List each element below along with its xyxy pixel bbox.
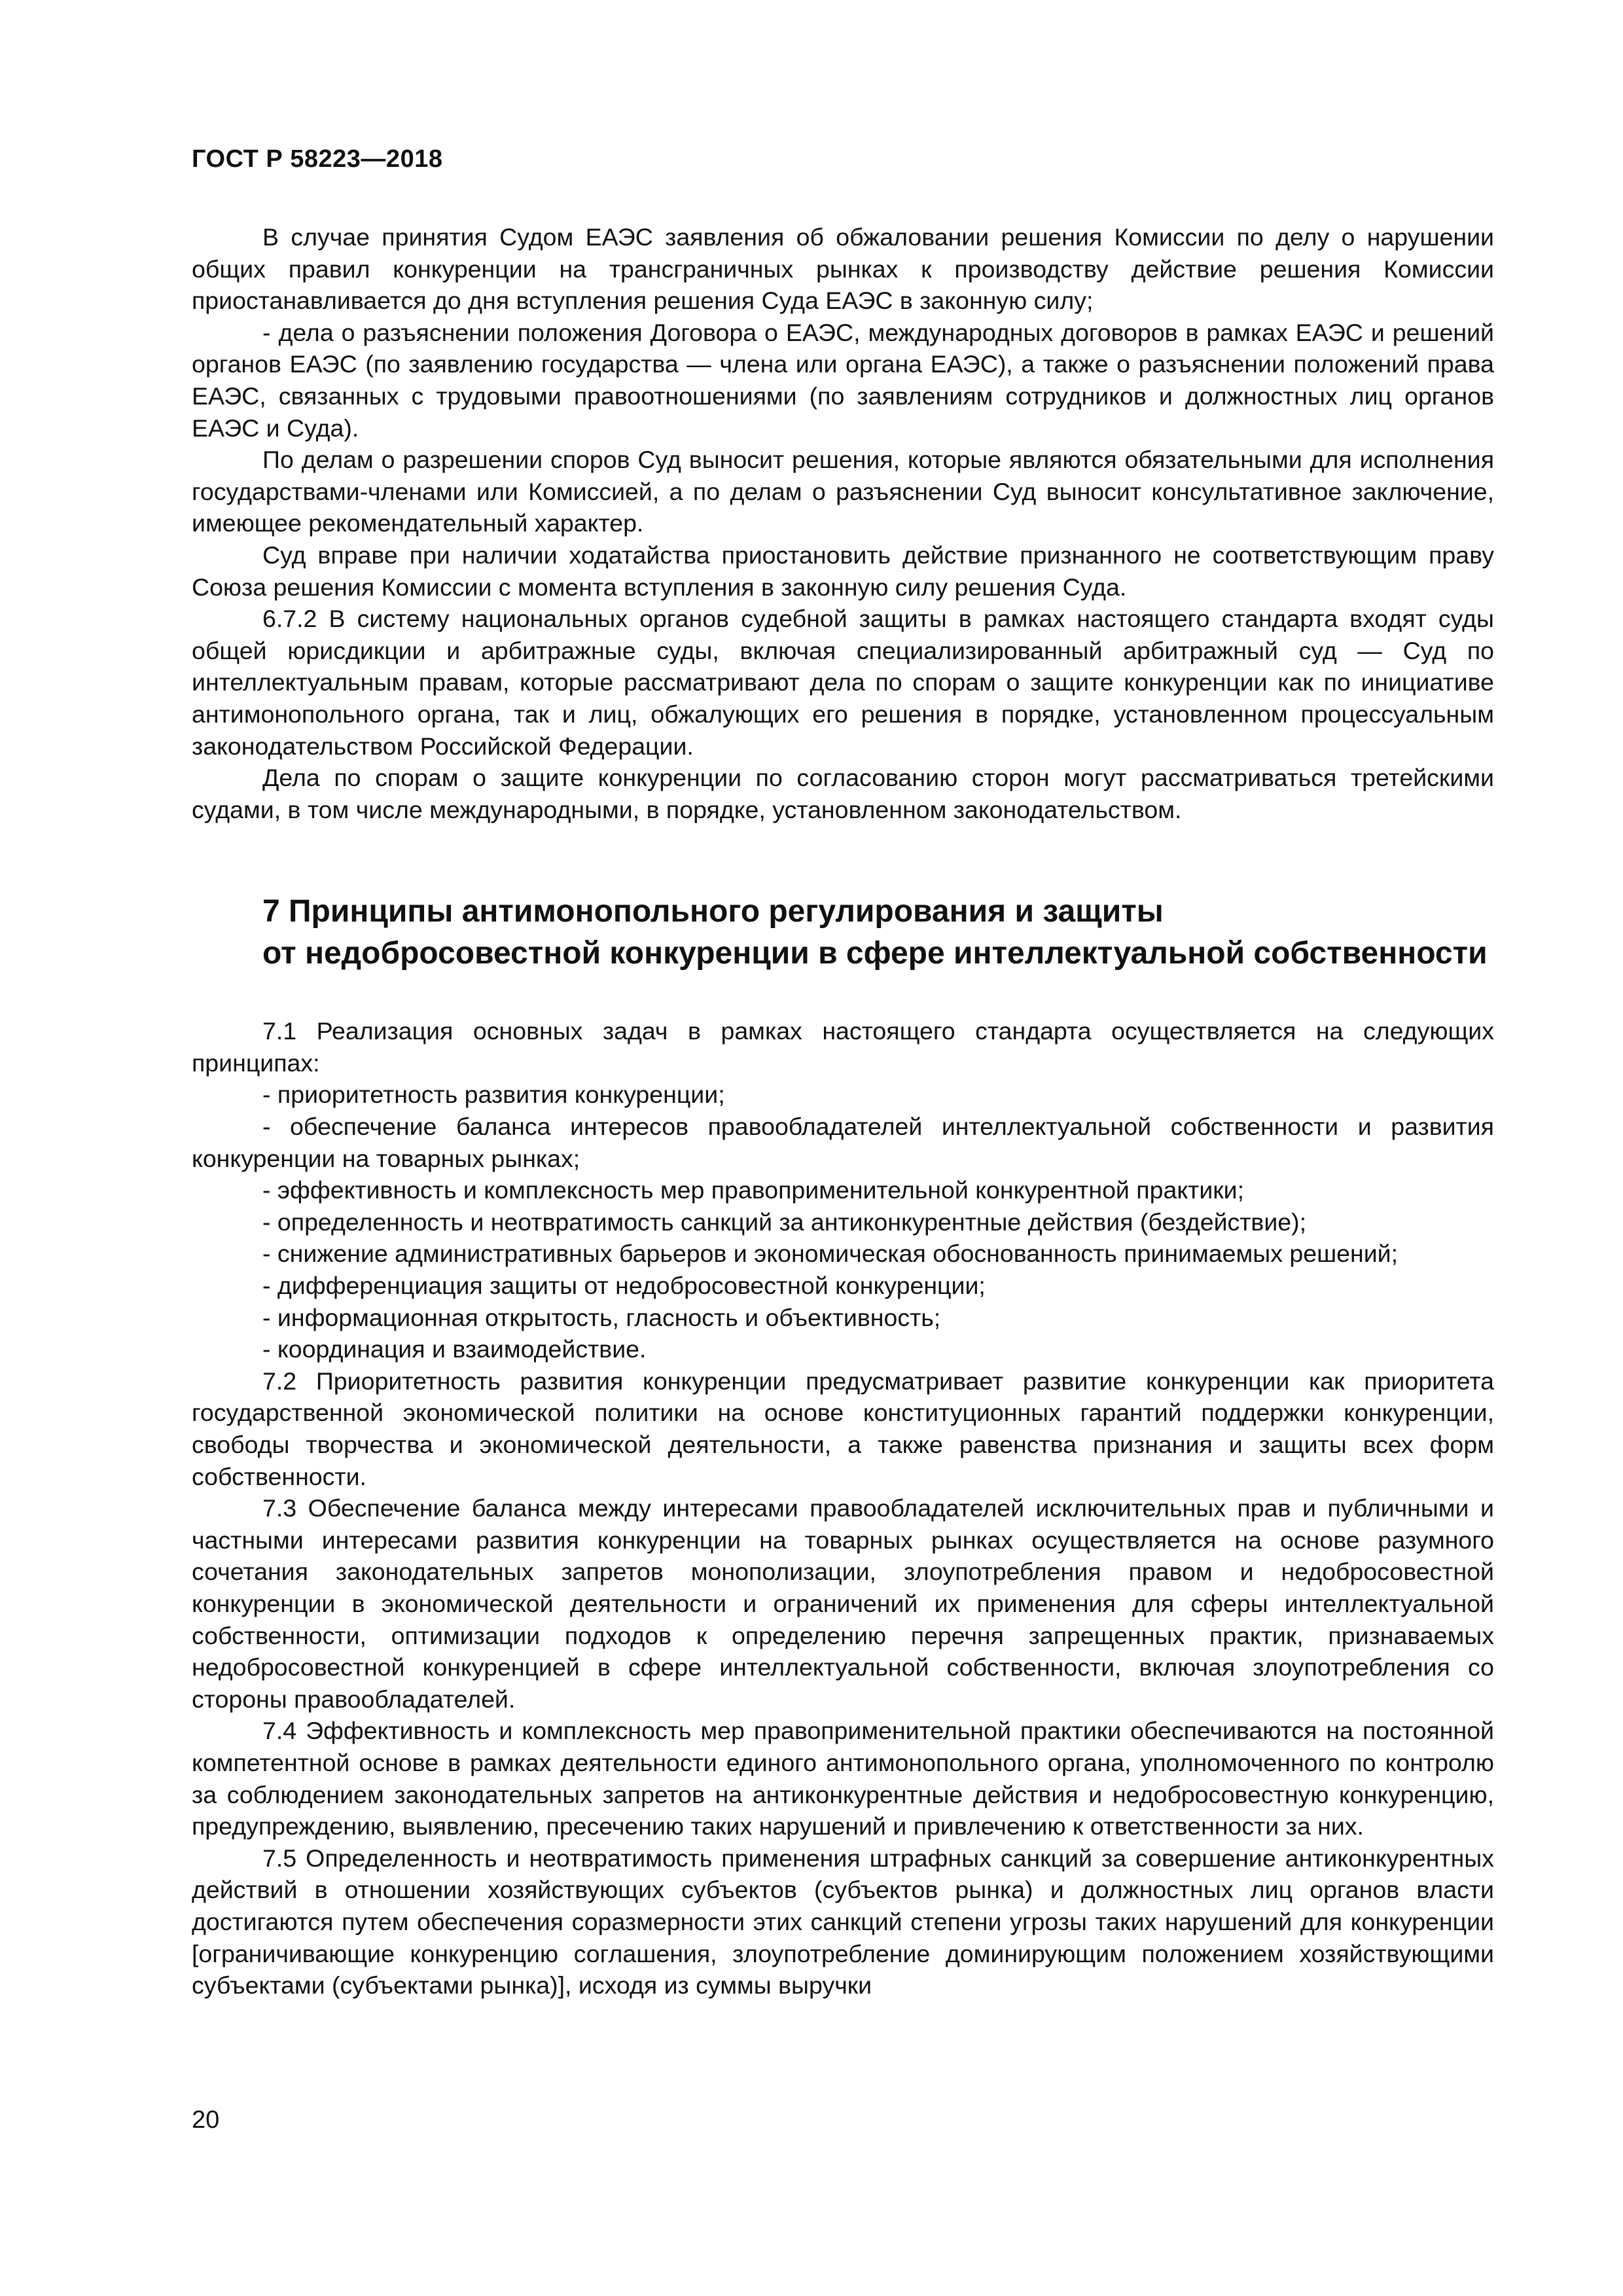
paragraph: - дела о разъяснении положения Договора о ЕАЭС, международных договоров в рамках ЕАЭС и решений органов ЕАЭС (по заявлению государства — члена или органа ЕАЭС), а также о разъяснении положений права ЕАЭС, связанных с трудовыми правоотношениями (по заявлениям сотрудников и должностных лиц органов ЕАЭС и Суда).	[192, 318, 1494, 442]
page-number: 20	[192, 2106, 220, 2134]
paragraph: В случае принятия Судом ЕАЭС заявления об обжаловании решения Комиссии по делу о нарушении общих правил конкуренции на трансграничных рынках к производству действие решения Комиссии приостанавливается до дня вступления решения Суда ЕАЭС в законную силу;	[192, 223, 1494, 315]
list-item: - определенность и неотвратимость санкций за антиконкурентные действия (бездействие);	[262, 1208, 1307, 1236]
list-item: - координация и взаимодействие.	[262, 1335, 647, 1363]
standard-header: ГОСТ Р 58223—2018	[192, 145, 443, 173]
paragraph: 7.3 Обеспечение баланса между интересами правообладателей исключительных прав и публичными и частными интересами развития конкуренции на товарных рынках осуществляется на основе разумного сочетания законодательных запретов монополизации, злоупотребления правом и недобросовестной конкуренции в экономической деятельности и ограничений их применения для сферы интеллектуальной собственности, оптимизации подходов к определению перечня запрещенных практик, признаваемых недобросовестной конкуренцией в сфере интеллектуальной собственности, включая злоупотребления со стороны правообладателей.	[192, 1494, 1494, 1713]
document-body	[192, 221, 1494, 2001]
paragraph: 7.4 Эффективность и комплексность мер правоприменительной практики обеспечиваются на постоянной компетентной основе в рамках деятельности единого антимонопольного органа, уполномоченного по контролю за соблюдением законодательных запретов на антиконкурентные действия и недобросовестную конкуренцию, предупреждению, выявлению, пресечению таких нарушений и привлечению к ответственности за них.	[192, 1717, 1494, 1840]
list-item: - обеспечение баланса интересов правообладателей интеллектуальной собственности и развития конкуренции на товарных рынках;	[192, 1113, 1494, 1172]
section-title	[192, 891, 1494, 975]
list-item: - приоритетность развития конкуренции;	[262, 1081, 725, 1109]
list-item: - дифференциация защиты от недобросовестной конкуренции;	[262, 1272, 986, 1300]
section-title-line: 7 Принципы антимонопольного регулирования и защиты	[262, 894, 1164, 929]
paragraph: 7.1 Реализация основных задач в рамках настоящего стандарта осуществляется на следующих принципах:	[192, 1017, 1494, 1077]
paragraph: По делам о разрешении споров Суд выносит решения, которые являются обязательными для исполнения государствами-членами или Комиссией, а по делам о разъяснении Суд выносит консультативное заключение, имеющее рекомендательный характер.	[192, 446, 1494, 537]
paragraph: 7.2 Приоритетность развития конкуренции предусматривает развитие конкуренции как приоритета государственной экономической политики на основе конституционных гарантий поддержки конкуренции, свободы творчества и экономической деятельности, а также равенства признания и защиты всех форм собственности.	[192, 1367, 1494, 1490]
paragraph: Суд вправе при наличии ходатайства приостановить действие признанного не соответствующим праву Союза решения Комиссии с момента вступления в законную силу решения Суда.	[192, 541, 1494, 601]
paragraph: Дела по спорам о защите конкуренции по согласованию сторон могут рассматриваться третейскими судами, в том числе международными, в порядке, установленном законодательством.	[192, 764, 1494, 823]
paragraph: 6.7.2 В систему национальных органов судебной защиты в рамках настоящего стандарта входят суды общей юрисдикции и арбитражные суды, включая специализированный арбитражный суд — Суд по интеллектуальным правам, которые рассматривают дела по спорам о защите конкуренции как по инициативе антимонопольного органа, так и лиц, обжалующих его решения в порядке, установленном процессуальным законодательством Российской Федерации.	[192, 605, 1494, 760]
list-item: - снижение административных барьеров и экономическая обоснованность принимаемых решений;	[262, 1240, 1399, 1268]
list-item: - информационная открытость, гласность и объективность;	[262, 1303, 941, 1331]
paragraph: 7.5 Определенность и неотвратимость применения штрафных санкций за совершение антиконкурентных действий в отношении хозяйствующих субъектов (субъектов рынка) и должностных лиц органов власти достигаются путем обеспечения соразмерности этих санкций степени угрозы таких нарушений для конкуренции [ограничивающие конкуренцию соглашения, злоупотребление доминирующим положением хозяйствующими субъектами (субъектами рынка)], исходя из суммы выручки	[192, 1844, 1494, 2000]
list-item: - эффективность и комплексность мер правоприменительной конкурентной практики;	[262, 1176, 1245, 1204]
section-title-line: от недобросовестной конкуренции в сфере интеллектуальной собственности	[262, 936, 1488, 971]
